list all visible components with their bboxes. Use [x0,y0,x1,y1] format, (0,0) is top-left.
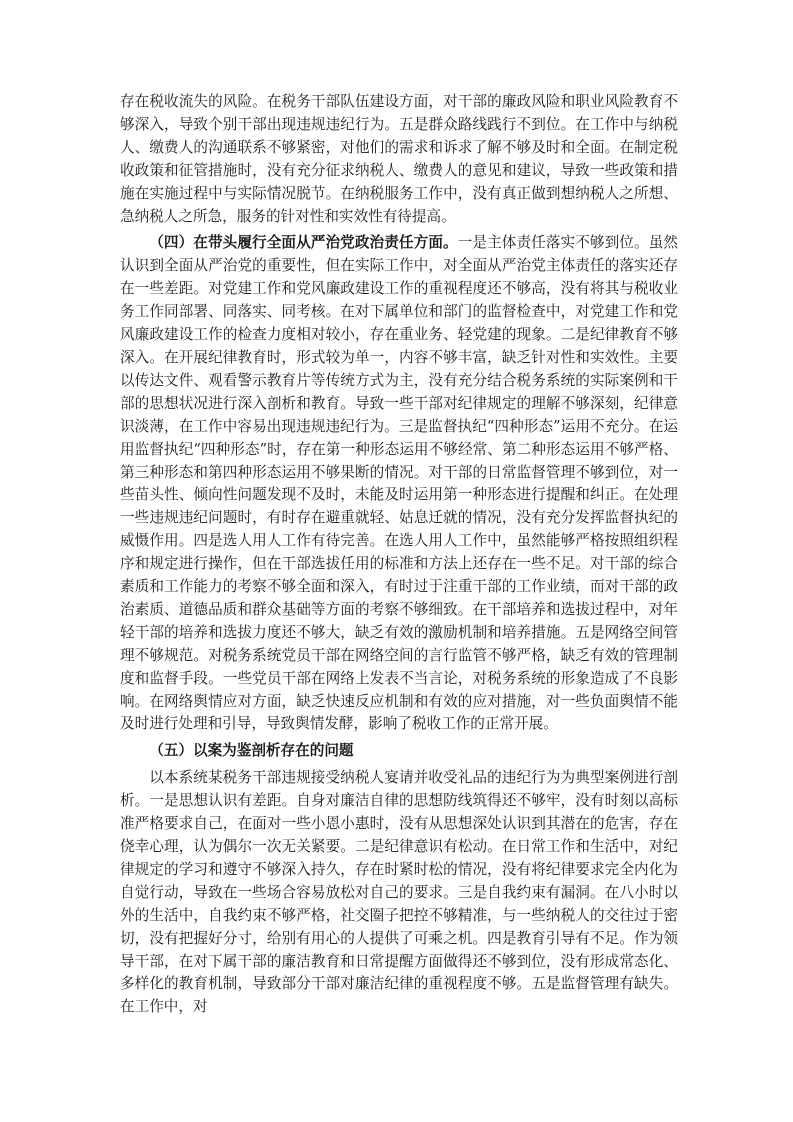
paragraph-case-analysis: 以本系统某税务干部违规接受纳税人宴请并收受礼品的违纪行为为典型案例进行剖析。一是思想认识有差距。自身对廉洁自律的思想防线筑得还不够牢，没有时刻以高标准严格要求自己，在面对一些小恩小惠时，没有从思想深处认识到其潜在的危害，存在侥幸心理，认为偶尔一次无关紧要。二是纪律意识有松动。在日常工作和生活中，对纪律规定的学习和遵守不够深入持久，存在时紧时松的情况，没有将纪律要求完全内化为自觉行动，导致在一些场合容易放松对自己的要求。三是自我约束有漏洞。在八小时以外的生活中，自我约束不够严格，社交圈子把控不够精准，与一些纳税人的交往过于密切，没有把握好分寸，给别有用心的人提供了可乘之机。四是教育引导有不足。作为领导干部，在对下属干部的廉洁教育和日常提醒方面做得还不够到位，没有形成常态化、多样化的教育机制，导致部分干部对廉洁纪律的重视程度不够。五是监督管理有缺失。在工作中，对 [120,769,678,1016]
document-page [120,91,678,1019]
paragraph-tax-revenue-risk: 存在税收流失的风险。在税务干部队伍建设方面，对干部的廉政风险和职业风险教育不够深入，导致个别干部出现违规违纪行为。五是群众路线践行不到位。在工作中与纳税人、缴费人的沟通联系不够紧密，对他们的需求和诉求了解不够及时和全面。在制定税收政策和征管措施时，没有充分征求纳税人、缴费人的意见和建议，导致一些政策和措施在实施过程中与实际情况脱节。在纳税服务工作中，没有真正做到想纳税人之所想、急纳税人之所急，服务的针对性和实效性有待提高。 [120,93,678,225]
section-heading-five: （五）以案为鉴剖析存在的问题 [149,742,354,760]
section-heading-four: （四）在带头履行全面从严治党政治责任方面。 [149,234,458,252]
paragraph-party-governance [120,232,678,736]
section-body-four: 一是主体责任落实不够到位。虽然认识到全面从严治党的重要性，但在实际工作中，对全面从严治党主体责任的落实还存在一些差距。对党建工作和党风廉政建设工作的重视程度还不够高，没有将其与税收业务工作同部署、同落实、同考核。在对下属单位和部门的监督检查中，对党建工作和党风廉政建设工作的检查力度相对较小，存在重业务、轻党建的现象。二是纪律教育不够深入。在开展纪律教育时，形式较为单一，内容不够丰富，缺乏针对性和实效性。主要以传达文件、观看警示教育片等传统方式为主，没有充分结合税务系统的实际案例和干部的思想状况进行深入剖析和教育。导致一些干部对纪律规定的理解不够深刻，纪律意识淡薄，在工作中容易出现违规违纪行为。三是监督执纪“四种形态”运用不充分。在运用监督执纪“四种形态”时，存在第一种形态运用不够经常、第二种形态运用不够严格、第三种形态和第四种形态运用不够果断的情况。对干部的日常监督管理不够到位，对一些苗头性、倾向性问题发现不及时，未能及时运用第一种形态进行提醒和纠正。在处理一些违规违纪问题时，有时存在避重就轻、姑息迁就的情况，没有充分发挥监督执纪的威慑作用。四是选人用人工作有待完善。在选人用人工作中，虽然能够严格按照组织程序和规定进行操作，但在干部选拔任用的标准和方法上还存在一些不足。对干部的综合素质和工作能力的考察不够全面和深入，有时过于注重干部的工作业绩，而对干部的政治素质、道德品质和群众基础等方面的考察不够细致。在干部培养和选拔过程中，对年轻干部的培养和选拔力度还不够大，缺乏有效的激励机制和培养措施。五是网络空间管理不够规范。对税务系统党员干部在网络空间的言行监管不够严格，缺乏有效的管理制度和监督手段。一些党员干部在网络上发表不当言论，对税务系统的形象造成了不良影响。在网络舆情应对方面，缺乏快速反应机制和有效的应对措施，对一些负面舆情不能及时进行处理和引导，导致舆情发酵，影响了税收工作的正常开展。 [120,234,678,733]
